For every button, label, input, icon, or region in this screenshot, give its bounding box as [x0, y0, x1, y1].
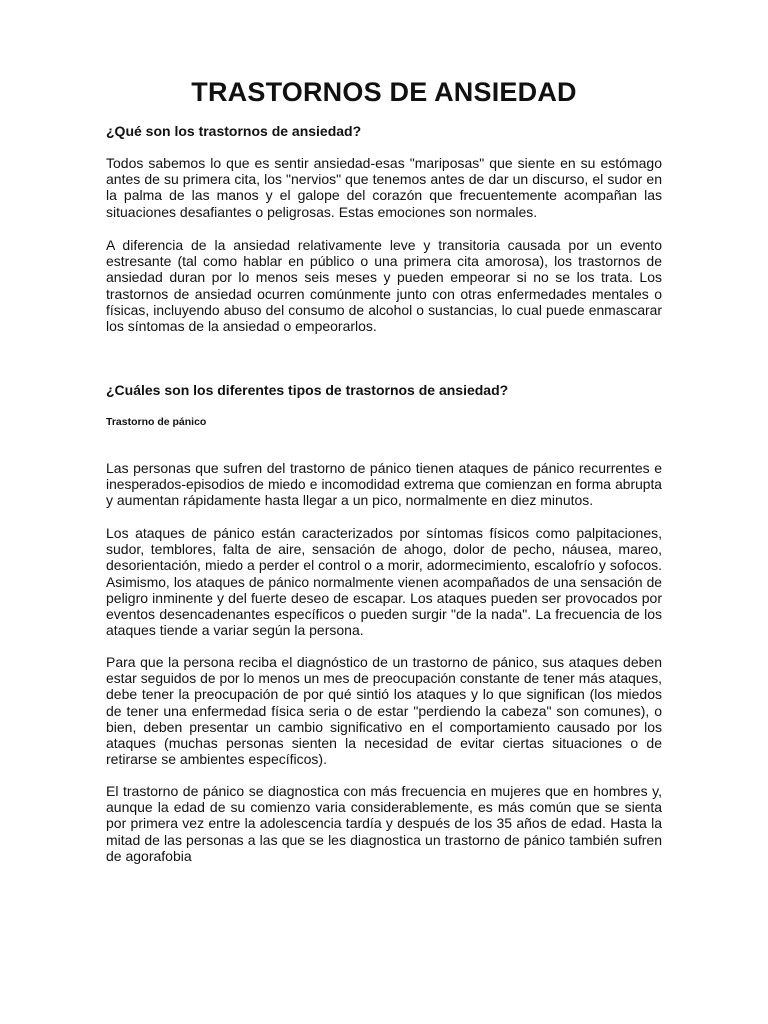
paragraph-line: mitad de las personas a las que se les diagnostica un trastorno de pánico también sufren: [106, 831, 662, 848]
paragraph-line: antes de su primera cita, los "nervios" que tenemos antes de dar un discurso, el sudor en: [106, 171, 662, 188]
paragraph-line: Los ataques de pánico están caracterizados por síntomas físicos como palpitaciones,: [106, 525, 662, 541]
paragraph-line: sudor, temblores, falta de aire, sensación de ahogo, dolor de pecho, náusea, mareo,: [106, 541, 662, 558]
paragraph-line: estresante (tal como hablar en público o una primera cita amorosa), los trastornos de: [106, 253, 662, 270]
paragraph-line: ansiedad duran por lo menos seis meses y pueden empeorar si no se los trata. Los: [106, 269, 662, 286]
paragraph-line: El trastorno de pánico se diagnostica con más frecuencia en mujeres que en hombres y,: [106, 783, 662, 799]
paragraph-line: A diferencia de la ansiedad relativamente leve y transitoria causada por un evento: [106, 237, 662, 253]
paragraph-line: Asimismo, los ataques de pánico normalmente vienen acompañados de una sensación de: [106, 573, 662, 590]
section-heading-types: ¿Cuáles son los diferentes tipos de trastornos de ansiedad?: [106, 382, 509, 398]
paragraph-prevalence: [106, 783, 662, 864]
paragraph-line: desorientación, miedo a perder el control o a morir, adormecimiento, escalofrío y sofocos.: [106, 557, 662, 574]
paragraph-line: ataques tiende a variar según la persona.: [106, 622, 364, 639]
paragraph-line: y aumentan rápidamente hasta llegar a un pico, normalmente en diez minutos.: [106, 492, 594, 509]
paragraph-line: aunque la edad de su comienzo varia considerablemente, es más común que se sienta: [106, 799, 662, 816]
paragraph-difference: [106, 237, 662, 334]
paragraph-line: la palma de las manos y el galope del corazón que frecuentemente acompañan las: [106, 187, 662, 204]
subsection-heading-panic-disorder: Trastorno de pánico: [106, 416, 207, 428]
section-heading-what-are: ¿Qué son los trastornos de ansiedad?: [106, 123, 362, 139]
paragraph-line: inesperados-episodios de miedo e incomodidad extrema que comienzan en forma abrupta: [106, 476, 662, 493]
paragraph-line: situaciones desafiantes o peligrosas. Estas emociones son normales.: [106, 203, 538, 220]
paragraph-line: Para que la persona reciba el diagnóstico de un trastorno de pánico, sus ataques deben: [106, 654, 662, 670]
document-title: TRASTORNOS DE ANSIEDAD: [191, 77, 577, 107]
paragraph-line: por primera vez entre la adolescencia tardía y después de los 35 años de edad. Hasta la: [106, 815, 662, 832]
paragraph-line: ataques (muchas personas sienten la necesidad de evitar ciertas situaciones o de: [106, 735, 662, 752]
paragraph-line: peligro inminente y del fuerte deseo de escapar. Los ataques pueden ser provocados por: [106, 589, 662, 606]
paragraph-line: trastornos de ansiedad ocurren comúnmente junto con otras enfermedades mentales o: [106, 285, 662, 302]
paragraph-intro: [106, 155, 662, 220]
paragraph-line: eventos desencadenantes específicos o pueden surgir "de la nada". La frecuencia de los: [106, 606, 662, 623]
paragraph-line: retirarse se ambientes específicos).: [106, 751, 327, 768]
paragraph-line: los síntomas de la ansiedad o empeorarlos.: [106, 318, 377, 335]
paragraph-line: físicas, incluyendo abuso del consumo de alcohol o sustancias, lo cual puede enmascarar: [106, 301, 662, 318]
paragraph-line: bien, deben presentar un cambio significativo en el comportamiento causado por los: [106, 718, 662, 735]
paragraph-line: de agorafobia: [106, 847, 192, 864]
paragraph-line: debe tener la preocupación de por qué sintió los ataques y lo que significan (los miedos: [106, 686, 662, 703]
paragraph-line: Las personas que sufren del trastorno de pánico tienen ataques de pánico recurrentes e: [106, 460, 662, 476]
paragraph-diagnosis: [106, 654, 662, 767]
paragraph-line: estar seguidos de por lo menos un mes de preocupación constante de tener más ataques,: [106, 670, 662, 687]
paragraph-panic-attacks: [106, 460, 662, 509]
paragraph-symptoms: [106, 525, 662, 638]
paragraph-line: Todos sabemos lo que es sentir ansiedad-esas "mariposas" que siente en su estómago: [106, 155, 662, 171]
paragraph-line: de tener una enfermedad física seria o de estar "perdiendo la cabeza" son comunes), o: [106, 702, 662, 719]
